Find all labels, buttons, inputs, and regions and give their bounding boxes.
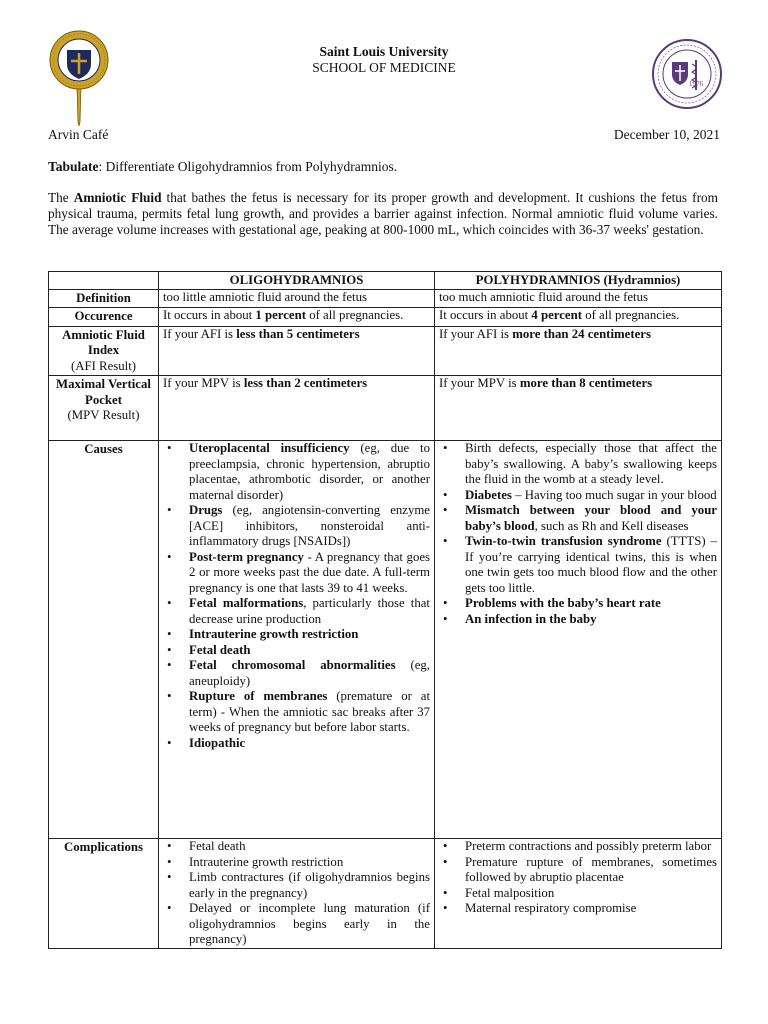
header-oligohydramnios: OLIGOHYDRAMNIOS (159, 272, 435, 290)
document-date: December 10, 2021 (613, 127, 720, 142)
list-item: • Twin-to-twin transfusion syndrome (TTTS) – If you’re carrying identical twins, this is when one twin gets too much blood flow and the other gets too little. (465, 534, 717, 596)
university-crest-sword-icon (44, 26, 114, 126)
intro-paragraph (48, 190, 718, 238)
definition-poly: too much amniotic fluid around the fetus (435, 289, 722, 308)
task-text: : Differentiate Oligohydramnios from Polyhydramnios. (98, 159, 398, 174)
intro-pre: The (48, 190, 74, 205)
definition-oligo: too little amniotic fluid around the fetus (159, 289, 435, 308)
list-item: • Intrauterine growth restriction (189, 855, 430, 871)
causes-oligo-list (163, 441, 430, 751)
list-item: • Fetal malformations, particularly those that decrease urine production (189, 596, 430, 627)
row-label-afi: Amniotic Fluid Index (AFI Result) (49, 326, 159, 376)
table-row-definition (49, 289, 722, 308)
causes-poly (435, 441, 722, 839)
list-item: • Intrauterine growth restriction (189, 627, 430, 643)
list-item: • Fetal death (189, 839, 430, 855)
row-label-occurence: Occurence (49, 308, 159, 327)
list-item: • Problems with the baby’s heart rate (465, 596, 717, 612)
table-header-row (49, 272, 722, 290)
occurence-oligo: It occurs in about 1 percent of all pregnancies. (159, 308, 435, 327)
row-label-definition: Definition (49, 289, 159, 308)
list-item: • Fetal death (189, 643, 430, 659)
task-label: Tabulate (48, 159, 99, 174)
mpv-poly: If your MPV is more than 8 centimeters (435, 376, 722, 441)
list-item: • Limb contractures (if oligohydramnios begins early in the pregnancy) (189, 870, 430, 901)
list-item: • Idiopathic (189, 736, 430, 752)
afi-poly: If your AFI is more than 24 centimeters (435, 326, 722, 376)
document-header (0, 44, 768, 76)
list-item: • Rupture of membranes (premature or at term) - When the amniotic sac breaks after 37 weeks of pregnancy but before labor starts. (189, 689, 430, 736)
complications-oligo (159, 839, 435, 949)
list-item: • An infection in the baby (465, 612, 717, 628)
afi-oligo: If your AFI is less than 5 centimeters (159, 326, 435, 376)
university-name: Saint Louis University (319, 44, 449, 59)
author-name: Arvin Café (48, 127, 109, 142)
mpv-oligo: If your MPV is less than 2 centimeters (159, 376, 435, 441)
table-row-mpv (49, 376, 722, 441)
list-item: • Post-term pregnancy - A pregnancy that goes 2 or more weeks past the due date. A full-term pregnancy is one that lasts 39 to 41 weeks. (189, 550, 430, 597)
list-item: • Diabetes – Having too much sugar in your blood (465, 488, 717, 504)
header-empty (49, 272, 159, 290)
school-name: SCHOOL OF MEDICINE (312, 60, 456, 75)
table-row-complications (49, 839, 722, 949)
causes-oligo (159, 441, 435, 839)
list-item: • Delayed or incomplete lung maturation (if oligohydramnios begins early in the pregnancy) (189, 901, 430, 948)
list-item: • Uteroplacental insufficiency (eg, due to preeclampsia, chronic hypertension, abruptio placentae, athrombotic disorder, or another maternal disorder) (189, 441, 430, 503)
causes-poly-list (439, 441, 717, 627)
task-line (48, 159, 397, 175)
list-item: • Drugs (eg, angiotensin-converting enzyme [ACE] inhibitors, nonsteroidal anti-inflammatory drugs [NSAIDs]) (189, 503, 430, 550)
table-row-occurence (49, 308, 722, 327)
intro-post: that bathes the fetus is necessary for its proper growth and development. It cushions the fetus from physical trauma, permits fetal lung growth, and provides a barrier against infection. Normal amniotic fluid volume varies. The average volume increases with gestational age, peaking at 800-1000 mL, which coincides with 36-37 weeks' gestation. (48, 190, 718, 237)
complications-poly-list (439, 839, 717, 917)
complications-oligo-list (163, 839, 430, 948)
comparison-table (48, 271, 722, 949)
row-label-complications: Complications (49, 839, 159, 949)
list-item: • Maternal respiratory compromise (465, 901, 717, 917)
list-item: • Birth defects, especially those that affect the baby’s swallowing. A baby’s swallowing keeps the fluid in the womb at a steady level. (465, 441, 717, 488)
list-item: • Premature rupture of membranes, sometimes followed by abruptio placentae (465, 855, 717, 886)
intro-term: Amniotic Fluid (73, 190, 162, 205)
table-row-causes (49, 441, 722, 839)
occurence-poly: It occurs in about 4 percent of all pregnancies. (435, 308, 722, 327)
row-label-causes: Causes (49, 441, 159, 839)
list-item: • Preterm contractions and possibly preterm labor (465, 839, 717, 855)
list-item: • Fetal malposition (465, 886, 717, 902)
complications-poly (435, 839, 722, 949)
list-item: • Mismatch between your blood and your baby’s blood, such as Rh and Kell diseases (465, 503, 717, 534)
table-row-afi (49, 326, 722, 376)
list-item: • Fetal chromosomal abnormalities (eg, aneuploidy) (189, 658, 430, 689)
seal-year: 1976 (689, 80, 703, 88)
header-polyhydramnios: POLYHYDRAMNIOS (Hydramnios) (435, 272, 722, 290)
row-label-mpv: Maximal Vertical Pocket (MPV Result) (49, 376, 159, 441)
